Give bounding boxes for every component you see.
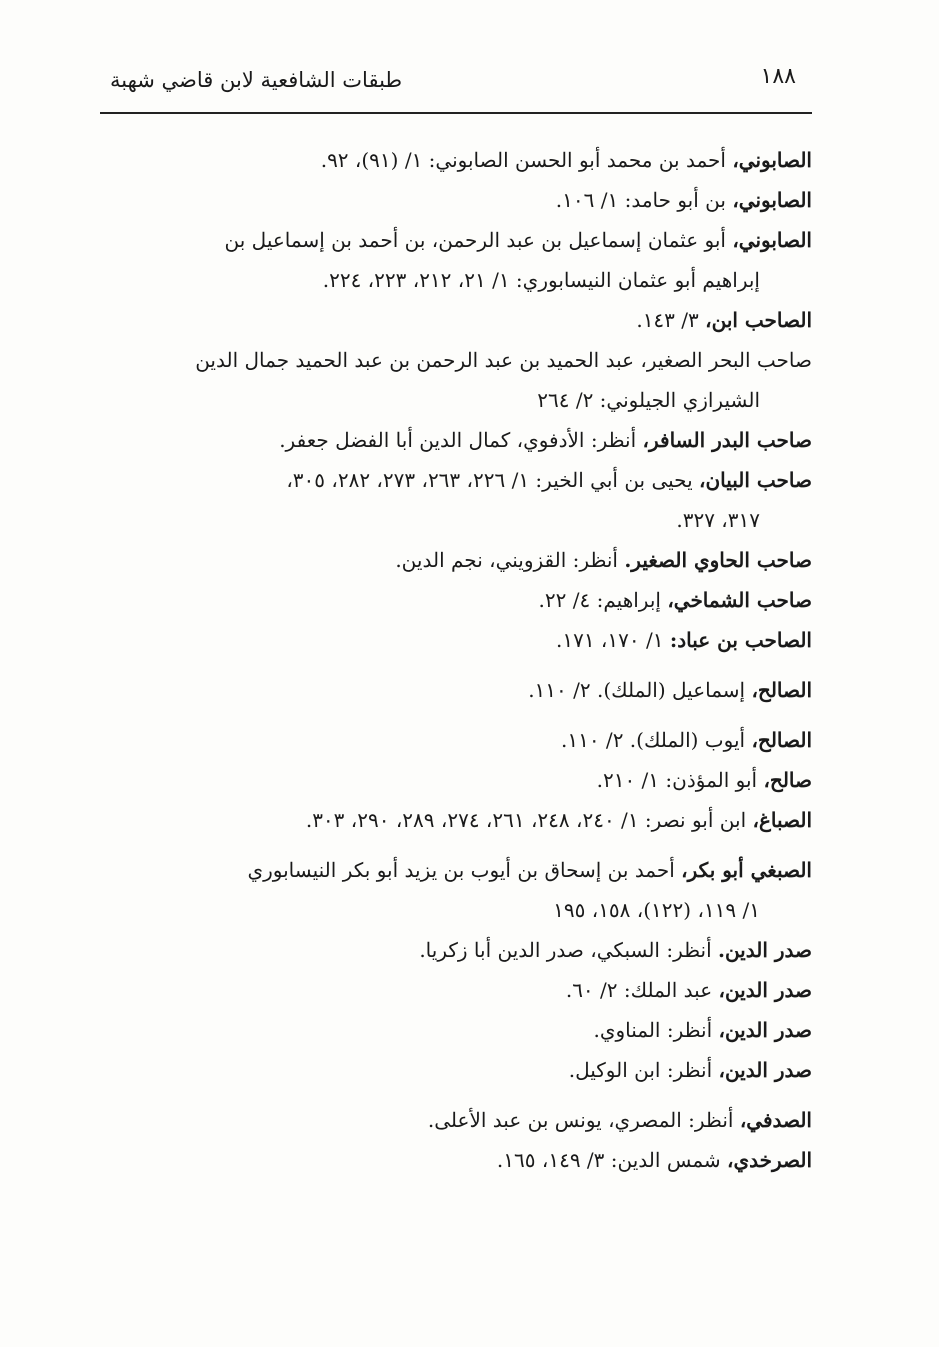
entry-term: صاحب الحاوي الصغير. — [624, 548, 812, 572]
entry-text: ابن أبو نصر: ١/ ٢٤٠، ٢٤٨، ٢٦١، ٢٧٤، ٢٨٩، ٢٩٠، ٣٠٣. — [305, 808, 753, 832]
entry-text: أنظر: المصري، يونس بن عبد الأعلى. — [427, 1108, 740, 1132]
index-entry — [100, 760, 812, 800]
entry-text: بن أبو حامد: ١/ ١٠٦. — [555, 188, 733, 212]
index-entry — [100, 800, 812, 840]
entry-term: الصابوني، — [732, 148, 812, 172]
index-entry — [100, 850, 812, 930]
index-entry — [100, 180, 812, 220]
entry-term: صاحب البيان، — [699, 468, 812, 492]
entry-text: إسماعيل (الملك). ٢/ ١١٠. — [528, 678, 752, 702]
index-entry — [100, 420, 812, 460]
entry-text: شمس الدين: ٣/ ١٤٩، ١٦٥. — [496, 1148, 727, 1172]
index-entry — [100, 1100, 812, 1140]
entry-term: الصباغ، — [752, 808, 812, 832]
index-entries — [100, 140, 812, 1180]
page-number: ١٨٨ — [760, 64, 796, 89]
entry-text: أنظر: القزويني، نجم الدين. — [395, 548, 625, 572]
entry-text: يحيى بن أبي الخير: ١/ ٢٢٦، ٢٦٣، ٢٧٣، ٢٨٢، ٣٠٥، — [286, 468, 699, 492]
entry-continuation: ٣١٧، ٣٢٧. — [676, 508, 760, 532]
entry-text: أيوب (الملك). ٢/ ١١٠. — [560, 728, 752, 752]
entry-term: الصالح، — [751, 728, 812, 752]
entry-term: الصرخدي، — [727, 1148, 812, 1172]
entry-text: ٣/ ١٤٣. — [636, 308, 706, 332]
index-entry — [100, 340, 812, 420]
entry-text: ١/ ١٧٠، ١٧١. — [555, 628, 670, 652]
index-entry — [100, 580, 812, 620]
index-entry — [100, 620, 812, 660]
index-entry — [100, 1050, 812, 1090]
entry-continuation: إبراهيم أبو عثمان النيسابوري: ١/ ٢١، ٢١٢، ٢٢٣، ٢٢٤. — [322, 268, 760, 292]
entry-term: الصدفي، — [739, 1108, 812, 1132]
entry-text: أبو عثمان إسماعيل بن عبد الرحمن، بن أحمد بن إسماعيل بن — [224, 228, 733, 252]
entry-continuation: الشيرازي الجيلوني: ٢/ ٢٦٤ — [537, 388, 760, 412]
index-entry — [100, 460, 812, 540]
entry-term: صدر الدين. — [717, 938, 812, 962]
entry-term: الصبغي أبو بكر، — [681, 858, 812, 882]
entry-text: أبو المؤذن: ١/ ٢١٠. — [596, 768, 764, 792]
index-entry — [100, 220, 812, 300]
entry-continuation: ١/ ١١٩، (١٢٢)، ١٥٨، ١٩٥ — [553, 898, 760, 922]
page-header — [100, 60, 812, 120]
entry-term: الصابوني، — [732, 188, 812, 212]
index-entry — [100, 930, 812, 970]
index-entry — [100, 670, 812, 710]
index-entry — [100, 540, 812, 580]
entry-text: عبد الملك: ٢/ ٦٠. — [565, 978, 719, 1002]
entry-text: صاحب البحر الصغير، عبد الحميد بن عبد الرحمن بن عبد الحميد جمال الدين — [195, 348, 812, 372]
entry-term: صاحب الشماخي، — [667, 588, 812, 612]
entry-term: الصالح، — [751, 678, 812, 702]
entry-term: صدر الدين، — [718, 1058, 812, 1082]
entry-text: أحمد بن إسحاق بن أيوب بن يزيد أبو بكر النيسابوري — [247, 858, 682, 882]
entry-text: أنظر: السبكي، صدر الدين أبا زكريا. — [419, 938, 718, 962]
entry-term: الصابوني، — [732, 228, 812, 252]
index-entry — [100, 970, 812, 1010]
entry-text: أنظر: الأدفوي، كمال الدين أبا الفضل جعفر. — [279, 428, 643, 452]
entry-term: الصاحب بن عباد: — [669, 628, 812, 652]
entry-term: الصاحب ابن، — [705, 308, 812, 332]
entry-text: أنظر: المناوي. — [593, 1018, 719, 1042]
index-entry — [100, 140, 812, 180]
index-entry — [100, 300, 812, 340]
index-entry — [100, 720, 812, 760]
entry-text: إبراهيم: ٤/ ٢٢. — [538, 588, 668, 612]
index-entry — [100, 1140, 812, 1180]
index-entry — [100, 1010, 812, 1050]
entry-term: صالح، — [763, 768, 812, 792]
entry-term: صاحب البدر السافر، — [642, 428, 812, 452]
entry-text: أحمد بن محمد أبو الحسن الصابوني: ١/ (٩١)، ٩٢. — [320, 148, 733, 172]
entry-term: صدر الدين، — [718, 1018, 812, 1042]
entry-text: أنظر: ابن الوكيل. — [568, 1058, 719, 1082]
entry-term: صدر الدين، — [718, 978, 812, 1002]
running-title: طبقات الشافعية لابن قاضي شهبة — [110, 68, 403, 92]
header-rule — [100, 112, 812, 114]
